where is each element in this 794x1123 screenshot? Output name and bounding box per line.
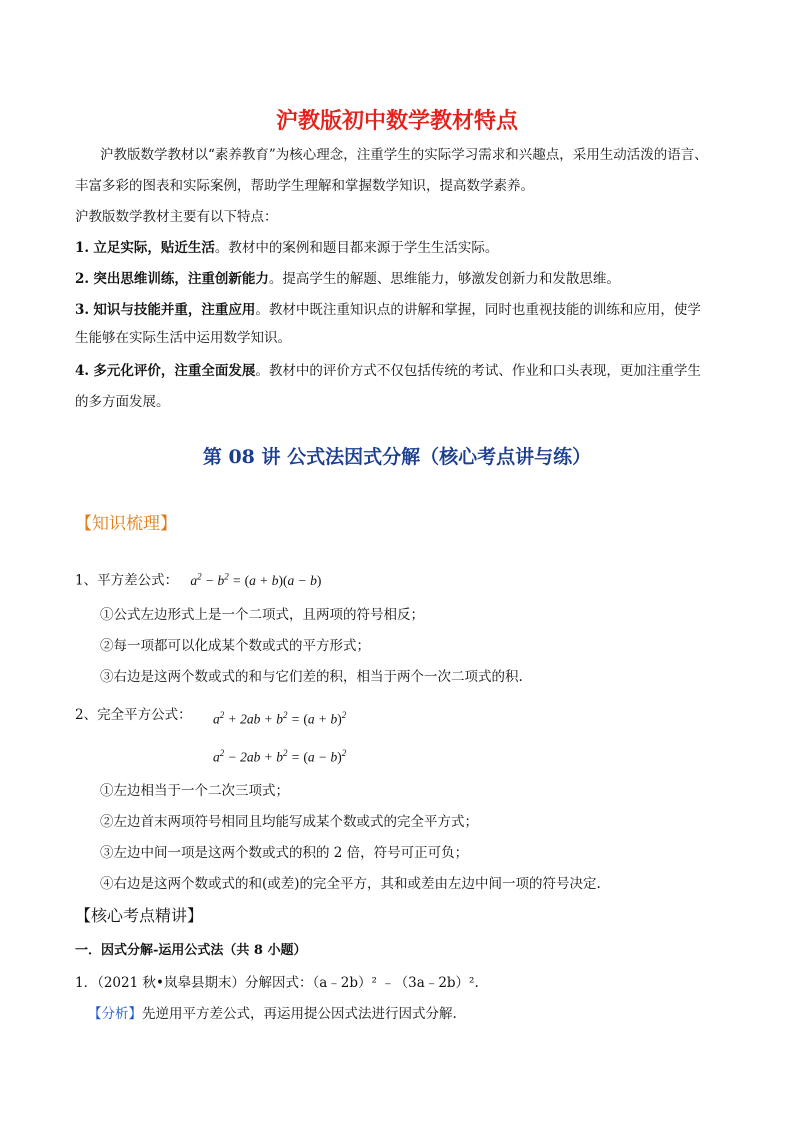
formula-2-note-4: ④右边是这两个数或式的和(或差)的完全平方，其和或差由左边中间一项的符号决定. [100,876,601,892]
formula-2-note-1: ①左边相当于一个二次三项式； [100,783,289,799]
intro-features-lead: 沪教版数学教材主要有以下特点： [75,209,278,225]
feature-text: 。提高学生的解题、思维能力，够激发创新力和发散思维。 [268,271,620,287]
feature-point-4 [75,361,701,381]
feature-bold: 立足实际，贴近生活 [93,240,215,256]
analysis-text: 先逆用平方差公式，再运用提公因式法进行因式分解. [142,1006,457,1022]
feature-point-2 [75,269,620,289]
analysis-tag: 【分析】 [88,1006,142,1022]
feature-point-4-cont: 的多方面发展。 [75,394,170,410]
formula-2-note-2: ②左边首末两项符号相同且均能写成某个数或式的完全平方式； [100,814,478,830]
lecture-title: 第 08 讲 公式法因式分解（核心考点讲与练） [202,446,592,468]
question-1-expression: （a﹣2b）² ﹣（3a﹣2b）². [312,975,479,991]
feature-point-3 [75,300,701,320]
knowledge-heading: 【知识梳理】 [75,514,177,534]
feature-num: 4. [75,363,90,379]
formula-1-label: 1、平方差公式： [75,572,179,589]
difference-of-squares-formula: $a^2 - b^2 = (a + b)(a - b)$ [190,571,322,588]
feature-bold: 多元化评价，注重全面发展 [93,363,256,379]
feature-point-3-cont: 生能够在实际生活中运用数学知识。 [75,330,291,346]
feature-num: 3. [75,302,90,318]
feature-point-1 [75,238,498,258]
feature-num: 2. [75,271,90,287]
analysis-row [88,1004,457,1024]
question-1 [75,973,479,993]
core-heading: 【核心考点精讲】 [75,906,204,925]
feature-bold: 知识与技能并重，注重应用 [93,302,256,318]
feature-text: 。教材中的评价方式不仅包括传统的考试、作业和口头表现，更加注重学生 [255,363,701,379]
intro-paragraph-line-1: 沪教版数学教材以“素养教育”为核心理念，注重学生的实际学习需求和兴趣点，采用生动活泼的语言、 [100,147,708,163]
page-title: 沪教版初中数学教材特点 [275,109,518,134]
formula-1-note-2: ②每一项都可以化成某个数或式的平方形式； [100,638,370,654]
formula-1-note-3: ③右边是这两个数或式的和与它们差的积，相当于两个一次二项式的积. [100,669,523,685]
formula-2-note-3: ③左边中间一项是这两个数或式的积的 2 倍，符号可正可负； [100,845,469,861]
formula-1-row [75,566,321,591]
section-1-title: 一．因式分解-运用公式法（共 8 小题） [75,943,307,958]
feature-text: 。教材中的案例和题目都来源于学生生活实际。 [214,240,499,256]
feature-num: 1. [75,240,90,256]
feature-bold: 突出思维训练，注重创新能力 [93,271,269,287]
perfect-square-difference-formula: $a^2 - 2ab + b^2 = (a - b)^2$ [213,748,347,765]
intro-paragraph-line-2: 丰富多彩的图表和实际案例，帮助学生理解和掌握数学知识，提高数学素养。 [75,178,534,194]
formula-2-label: 2、完全平方公式： [75,707,192,723]
formula-1-note-1: ①公式左边形式上是一个二项式，且两项的符号相反； [100,607,424,623]
feature-text: 。教材中既注重知识点的讲解和掌握，同时也重视技能的训练和应用，使学 [255,302,701,318]
question-1-prefix: 1．（2021 秋•岚皋县期末）分解因式： [75,975,313,991]
perfect-square-sum-formula: $a^2 + 2ab + b^2 = (a + b)^2$ [213,710,347,727]
